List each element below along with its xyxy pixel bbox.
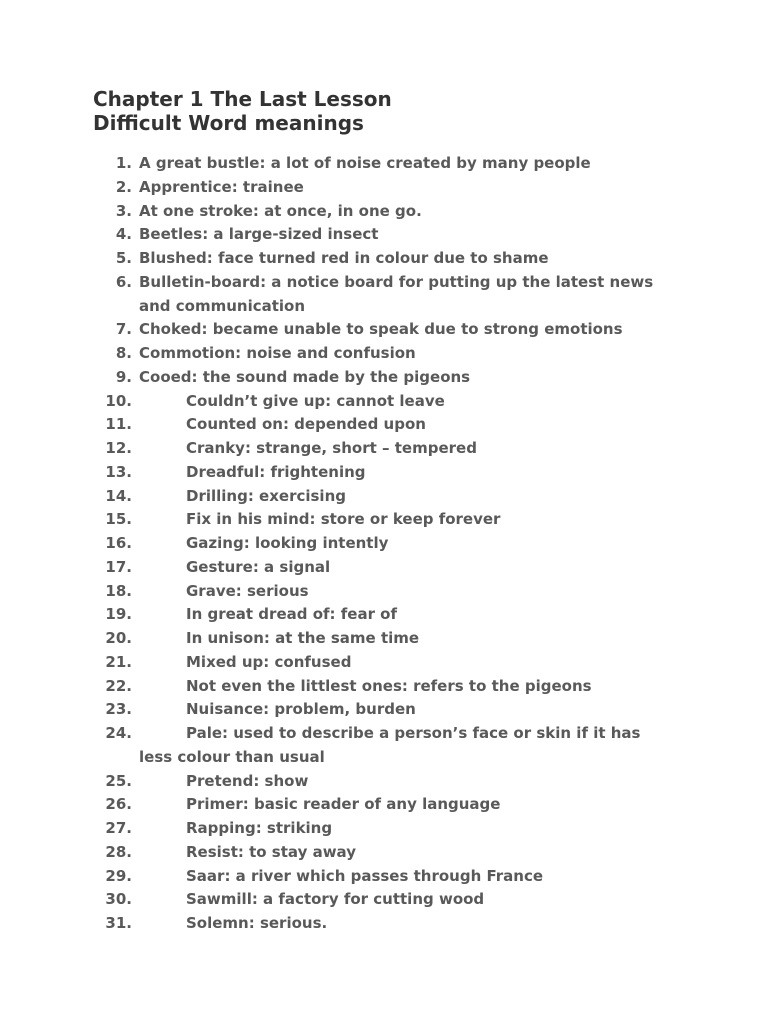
list-item-number: 3.	[115, 201, 132, 220]
list-item	[0, 722, 768, 770]
list-item-text: Resist: to stay away	[186, 842, 356, 861]
list-item-text-continuation: and communication	[139, 296, 306, 315]
list-item-text: At one stroke: at once, in one go.	[139, 201, 422, 220]
list-item-number: 2.	[115, 177, 132, 196]
list-item	[0, 223, 768, 247]
list-item-text: Nuisance: problem, burden	[186, 700, 416, 719]
list-item	[0, 508, 768, 532]
list-item-number: 22.	[105, 676, 132, 695]
list-item-number: 7.	[115, 320, 132, 339]
list-item	[0, 271, 768, 319]
list-item-text: Grave: serious	[186, 581, 309, 600]
list-item-text: Apprentice: trainee	[139, 177, 304, 196]
list-item-text: Dreadful: frightening	[186, 462, 366, 481]
list-item-number: 1.	[115, 154, 132, 172]
list-item	[0, 152, 768, 176]
list-item	[0, 318, 768, 342]
list-item	[0, 841, 768, 865]
list-item	[0, 176, 768, 200]
list-item-text: Pale: used to describe a person’s face or skin if it has	[186, 724, 641, 742]
list-item-number: 19.	[105, 605, 132, 624]
list-item-text: Rapping: striking	[186, 819, 333, 837]
list-item-text: Saar: a river which passes through France	[186, 866, 544, 885]
list-item-number: 28.	[105, 842, 132, 861]
list-item	[0, 200, 768, 224]
list-item-text: Commotion: noise and confusion	[139, 344, 416, 362]
list-item-number: 6.	[115, 272, 132, 291]
list-item-number: 13.	[105, 462, 132, 481]
list-item-number: 16.	[105, 534, 132, 552]
list-item-text: Gazing: looking intently	[186, 534, 389, 552]
list-item	[0, 817, 768, 841]
list-item-text: Drilling: exercising	[186, 486, 346, 505]
list-item-text: Cooed: the sound made by the pigeons	[139, 367, 471, 386]
list-item-number: 20.	[105, 629, 132, 647]
list-item	[0, 342, 768, 366]
list-item-number: 4.	[115, 225, 132, 244]
list-item-number: 31.	[105, 914, 132, 932]
list-item	[0, 888, 768, 912]
list-item-number: 15.	[105, 510, 132, 529]
list-item	[0, 770, 768, 794]
list-item-text: Solemn: serious.	[186, 914, 328, 932]
list-item	[0, 675, 768, 699]
list-item-number: 30.	[105, 890, 132, 909]
list-item-number: 11.	[105, 415, 132, 434]
list-item	[0, 627, 768, 651]
list-item	[0, 651, 768, 675]
list-item	[0, 461, 768, 485]
list-item-number: 27.	[105, 819, 132, 837]
list-item-text: Cranky: strange, short – tempered	[186, 439, 477, 457]
list-item-text: Couldn’t give up: cannot leave	[186, 391, 445, 410]
list-item-text-continuation: less colour than usual	[139, 747, 325, 766]
list-item	[0, 793, 768, 817]
list-item-text: Pretend: show	[186, 771, 309, 790]
list-item-text: Choked: became unable to speak due to strong emotions	[139, 320, 623, 339]
list-item-number: 29.	[105, 866, 132, 885]
list-item-number: 12.	[105, 439, 132, 457]
list-item-text: Gesture: a signal	[186, 557, 331, 576]
list-item	[0, 912, 768, 936]
list-item-text: Primer: basic reader of any language	[186, 795, 501, 814]
list-item-number: 26.	[105, 795, 132, 814]
list-item-number: 25.	[105, 771, 132, 790]
list-item-text: Mixed up: confused	[186, 652, 352, 671]
list-item-number: 24.	[105, 724, 132, 742]
list-item-number: 9.	[115, 367, 132, 386]
list-item-text: Fix in his mind: store or keep forever	[186, 510, 501, 529]
list-item	[0, 603, 768, 627]
chapter-title: Chapter 1 The Last Lesson	[93, 87, 392, 111]
list-item	[0, 556, 768, 580]
list-item-text: Counted on: depended upon	[186, 415, 426, 434]
list-item-text: Bulletin-board: a notice board for putting up the latest news	[139, 272, 654, 291]
list-item-text: In great dread of: fear of	[186, 605, 398, 624]
list-item-text: A great bustle: a lot of noise created by many people	[139, 154, 591, 172]
list-item	[0, 698, 768, 722]
list-item	[0, 532, 768, 556]
list-item-number: 23.	[105, 700, 132, 719]
list-item	[0, 366, 768, 390]
section-subtitle: Difficult Word meanings	[93, 111, 364, 135]
list-item-text: Beetles: a large-sized insect	[139, 225, 379, 244]
list-item-number: 8.	[115, 344, 132, 362]
list-item	[0, 580, 768, 604]
list-item	[0, 413, 768, 437]
list-item-number: 18.	[105, 581, 132, 600]
list-item	[0, 437, 768, 461]
list-item-number: 10.	[105, 391, 132, 410]
list-item-text: In unison: at the same time	[186, 629, 420, 647]
list-item-number: 14.	[105, 486, 132, 505]
list-item-number: 17.	[105, 557, 132, 576]
list-item-number: 21.	[105, 652, 132, 671]
list-item	[0, 485, 768, 509]
list-item	[0, 247, 768, 271]
word-meanings-list	[0, 152, 768, 936]
list-item	[0, 390, 768, 414]
list-item	[0, 865, 768, 889]
list-item-number: 5.	[115, 249, 132, 267]
list-item-text: Blushed: face turned red in colour due to shame	[139, 249, 549, 267]
list-item-text: Sawmill: a factory for cutting wood	[186, 890, 485, 909]
list-item-text: Not even the littlest ones: refers to the pigeons	[186, 676, 592, 695]
